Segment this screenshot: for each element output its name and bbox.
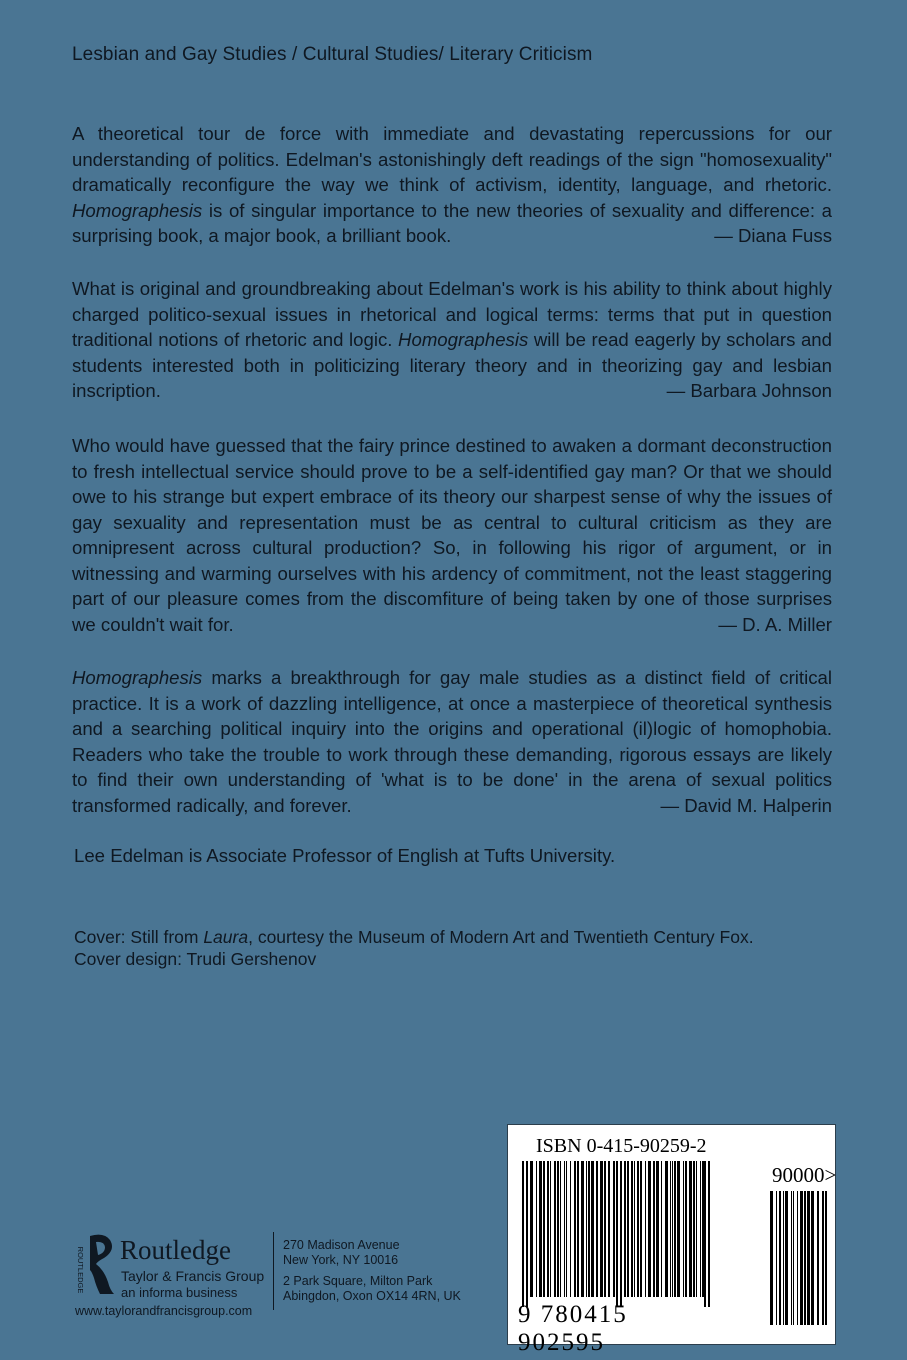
blurb-italic-title: Homographesis	[398, 329, 529, 350]
isbn-label: ISBN 0-415-90259-2	[536, 1135, 707, 1157]
blurb-text-cont: is of singular importance to the new theories of sexuality and difference: a surprising book, a major book, a brilliant book.	[72, 199, 832, 246]
publisher-divider	[273, 1232, 274, 1310]
blurb-italic-title: Homographesis	[72, 199, 203, 221]
blurb-da-miller	[72, 433, 832, 637]
blurb-attribution: — D. A. Miller	[718, 613, 832, 635]
blurb-attribution: — Diana Fuss	[714, 225, 832, 246]
cover-credits	[74, 926, 754, 970]
blurb-italic-title: Homographesis	[72, 667, 203, 688]
address-uk-line2: Abingdon, Oxon OX14 4RN, UK	[283, 1289, 461, 1303]
author-bio: Lee Edelman is Associate Professor of English at Tufts University.	[74, 845, 616, 866]
publisher-tagline: an informa business	[121, 1285, 238, 1300]
barcode-panel	[507, 1124, 837, 1356]
cover-credit-film-title: Laura	[203, 927, 249, 947]
publisher-group: Taylor & Francis Group	[121, 1268, 265, 1284]
cover-design-credit: Cover design: Trudi Gershenov	[74, 949, 317, 969]
blurb-barbara-johnson	[72, 276, 832, 404]
ean-digits: 9 780415 902595	[518, 1301, 628, 1356]
blurb-text: A theoretical tour de force with immediate and devastating repercussions for our understanding of politics. Edelman's astonishingly deft readings of the sign "homosexuality" dramatically reconfigure the way we think of activism, identity, language, and rhetoric.	[72, 123, 832, 195]
address-us	[283, 1238, 400, 1268]
subject-category: Lesbian and Gay Studies / Cultural Studies/ Literary Criticism	[72, 44, 593, 65]
blurb-david-halperin	[72, 665, 832, 818]
blurb-attribution: — Barbara Johnson	[666, 380, 832, 401]
routledge-logo-icon	[70, 1230, 118, 1300]
cover-credit-prefix: Cover: Still from	[74, 927, 204, 947]
publisher-name: Routledge	[120, 1235, 231, 1265]
address-uk-line1: 2 Park Square, Milton Park	[283, 1274, 433, 1288]
blurb-text-cont: will be read eagerly by scholars and students interested both in politicizing literary theory and in theorizing gay and lesbian inscription.	[72, 329, 832, 401]
address-us-line1: 270 Madison Avenue	[283, 1238, 400, 1252]
blurb-text: marks a breakthrough for gay male studies as a distinct field of critical practice. It is a work of dazzling intelligence, at once a masterpiece of theoretical synthesis and a searching political inquiry into the origins and operational (il)logic of homophobia. Readers who take the trouble to work through these demanding, rigorous essays are likely to find their own understanding of 'what is to be done' in the arena of sexual politics transformed radically, and forever.	[72, 667, 832, 816]
blurb-attribution: — David M. Halperin	[660, 794, 832, 816]
cover-credit-suffix: , courtesy the Museum of Modern Art and Twentieth Century Fox.	[248, 927, 754, 947]
blurb-text: Who would have guessed that the fairy prince destined to awaken a dormant deconstruction to fresh intellectual service should prove to be a self-identified gay man? Or that we should owe to his strange but expert embrace of its theory our sharpest sense of why the issues of gay sexuality and representation must be as central to cultural criticism as they are omnipresent across cultural production? So, in following his rigor of argument, or in witnessing and warming ourselves with his ardency of commitment, not the least staggering part of our pleasure comes from the discomfiture of being taken by one of those surprises we couldn't wait for.	[72, 435, 832, 635]
cover-credit-line	[74, 926, 754, 948]
address-us-line2: New York, NY 10016	[283, 1253, 399, 1267]
publisher-block	[70, 1230, 490, 1330]
address-uk	[283, 1274, 461, 1304]
blurb-diana-fuss	[72, 121, 832, 249]
publisher-website: www.taylorandfrancisgroup.com	[75, 1304, 253, 1318]
price-code: 90000>	[772, 1163, 837, 1187]
blurb-text: What is original and groundbreaking about Edelman's work is his ability to think about highly charged politico-sexual issues in rhetorical and logical terms: terms that put in question traditional notions of rhetoric and logic.	[72, 278, 832, 350]
logo-side-text: ROUTLEDGE	[76, 1246, 85, 1294]
